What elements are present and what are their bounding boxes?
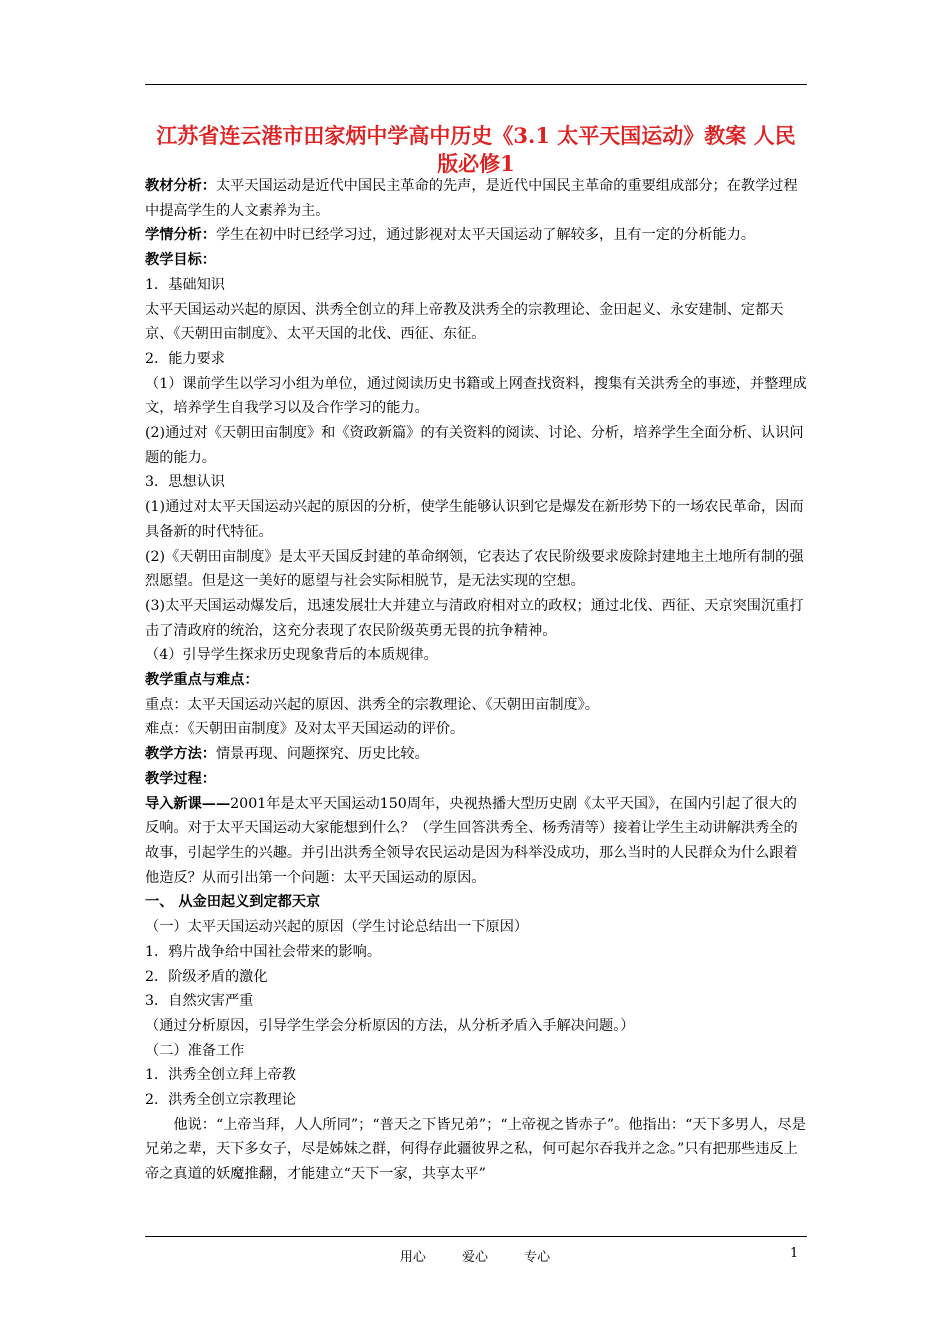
quote-paragraph: 他说：“上帝当拜，人人所同”；“普天之下皆兄弟”；“上帝视之皆赤子”。他指出：“天下多男人，尽是兄弟之辈，天下多女子，尽是姊妹之群，何得存此疆彼界之私，何可起尔吞我并之念。”只有把那些违反上帝之真道的妖魔推翻，才能建立“天下一家，共享太平” [145,1116,806,1183]
goal-3-item-4: （4）引导学生探求历史现象背后的本质规律。 [145,647,438,664]
section-1-item-3: 3．自然灾害严重 [145,993,254,1010]
intro-text: 2001年是太平天国运动150周年，央视热播大型历史剧《太平天国》，在国内引起了很大的反响。对于太平天国运动大家能想到什么？（学生回答洪秀全、杨秀清等）接着让学生主动讲解洪秀全的故事，引起学生的兴趣。并引出洪秀全领导农民运动是因为科举没成功，那么当时的人民群众为什么跟着他造反？从而引出第一个问题：太平天国运动的原因。 [145,795,798,886]
teaching-method [145,742,810,767]
student-analysis [145,223,810,248]
footer-motto-2: 爱心 [461,1250,488,1265]
section-1-note: （通过分析原因，引导学生学会分析原因的方法，从分析矛盾入手解决问题。） [145,1017,635,1034]
section-1-sub-2: （二）准备工作 [145,1042,245,1059]
difficult-point: 难点：《天朝田亩制度》及对太平天国运动的评价。 [145,721,465,738]
intro-label: 导入新课—— [145,795,231,812]
footer-motto [300,1246,650,1265]
section-1-heading: 一、 从金田起义到定都天京 [145,894,321,911]
textbook-analysis-text: 太平天国运动是近代中国民主革命的先声，是近代中国民主革命的重要组成部分；在教学过程中提高学生的人文素养为主。 [145,178,798,219]
goal-3-item-3: (3)太平天国运动爆发后，迅速发展壮大并建立与清政府相对立的政权；通过北伐、西征、天京突围沉重打击了清政府的统治，这充分表现了农民阶级英勇无畏的抗争精神。 [145,597,804,639]
section-1-sub-1: （一）太平天国运动兴起的原因（学生讨论总结出一下原因） [145,919,529,936]
section-1-item-2: 2．阶级矛盾的激化 [145,968,268,985]
teaching-method-label: 教学方法： [145,746,216,763]
footer-motto-1: 用心 [399,1250,426,1265]
footer-motto-3: 专心 [524,1250,551,1265]
goal-3-item-2: (2)《天朝田亩制度》是太平天国反封建的革命纲领，它表达了农民阶级要求废除封建地主土地所有制的强烈愿望。但是这一美好的愿望与社会实际相脱节，是无法实现的空想。 [145,548,804,590]
section-1-prep-2: 2．洪秀全创立宗教理论 [145,1092,296,1109]
goal-1-heading: 1．基础知识 [145,276,225,293]
goal-3-heading: 3．思想认识 [145,474,225,491]
goal-2-item-1: （1）课前学生以学习小组为单位，通过阅读历史书籍或上网查找资料，搜集有关洪秀全的事迹，并整理成文，培养学生自我学习以及合作学习的能力。 [145,375,807,417]
section-1-item-1: 1．鸦片战争给中国社会带来的影响。 [145,943,382,960]
textbook-analysis [145,174,810,223]
goal-1-text: 太平天国运动兴起的原因、洪秀全创立的拜上帝教及洪秀全的宗教理论、金田起义、永安建制、定都天京、《天朝田亩制度》、太平天国的北伐、西征、东征。 [145,301,784,343]
student-analysis-label: 学情分析： [145,227,216,244]
title-line-2: 版必修1 [437,151,515,176]
goal-3-item-1: (1)通过对太平天国运动兴起的原因的分析，使学生能够认识到它是爆发在新形势下的一场农民革命，因而具备新的时代特征。 [145,499,804,540]
goal-2-item-2: (2)通过对《天朝田亩制度》和《资政新篇》的有关资料的阅读、讨论、分析，培养学生全面分析、认识问题的能力。 [145,425,804,466]
key-point: 重点：太平天国运动兴起的原因、洪秀全的宗教理论、《天朝田亩制度》。 [145,696,599,713]
keypoints-heading: 教学重点与难点： [145,672,259,689]
page-number: 1 [790,1246,799,1261]
goal-2-heading: 2．能力要求 [145,350,225,367]
title-line-1: 江苏省连云港市田家炳中学高中历史《3.1 太平天国运动》教案 人民 [156,123,796,148]
student-analysis-text: 学生在初中时已经学习过，通过影视对太平天国运动了解较多，且有一定的分析能力。 [215,227,756,244]
section-1-prep-1: 1．洪秀全创立拜上帝教 [145,1067,296,1084]
goals-heading: 教学目标： [145,252,216,269]
header-rule [145,84,807,85]
intro-paragraph [145,792,810,891]
process-heading: 教学过程： [145,770,216,787]
textbook-analysis-label: 教材分析： [145,178,216,194]
teaching-method-text: 情景再现、问题探究、历史比较。 [215,746,429,763]
footer-rule [145,1236,807,1237]
document-title [140,122,812,178]
document-body [145,174,810,1187]
